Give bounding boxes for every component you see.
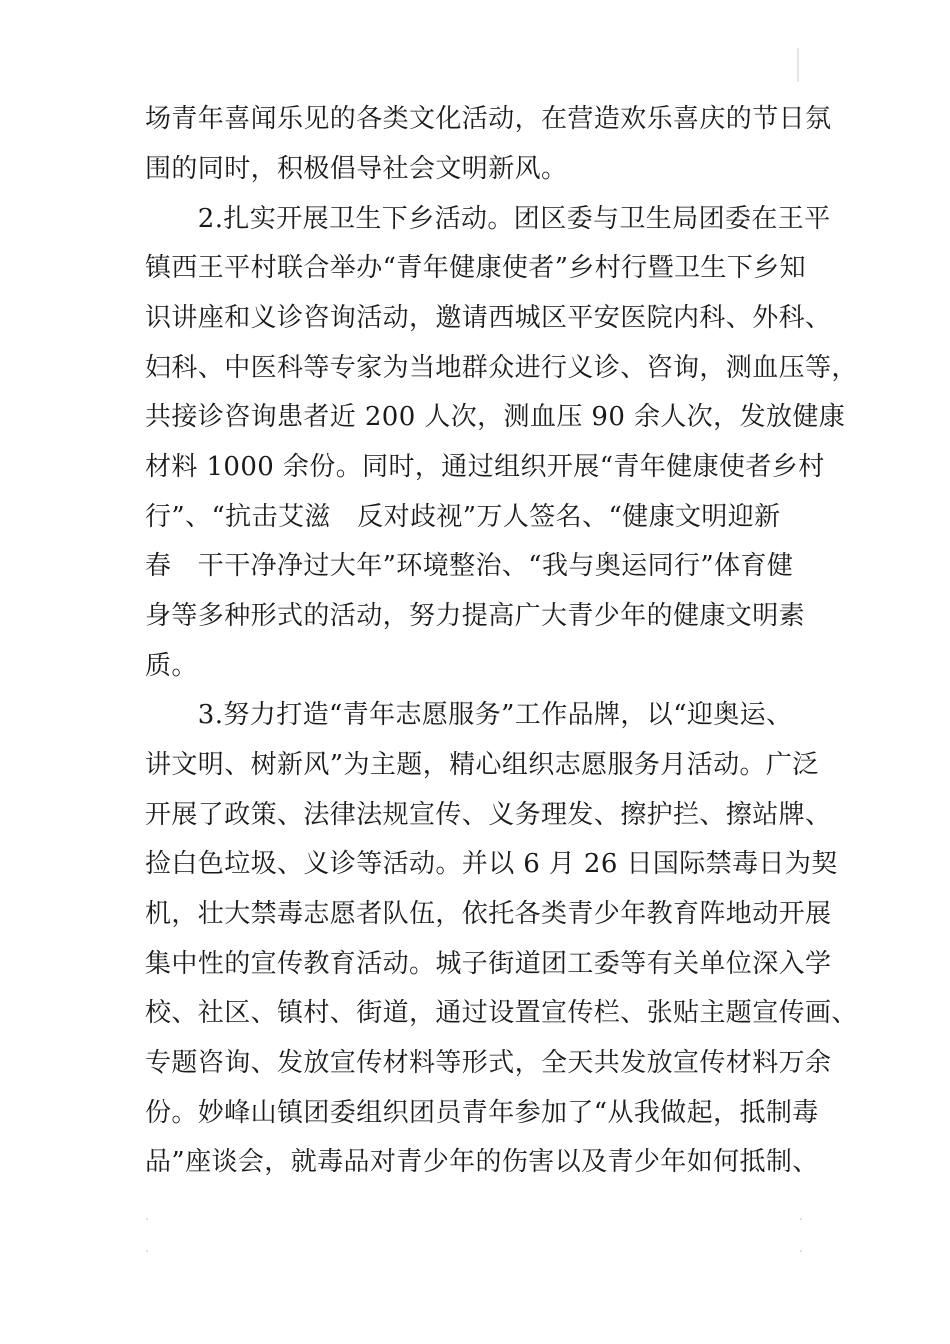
page-corner-mark-bottom-left-lower [146,1250,148,1252]
text-line: 份。妙峰山镇团委组织团员青年参加了“从我做起，抵制毒 [145,1098,819,1128]
text-line: 场青年喜闻乐见的各类文化活动，在营造欢乐喜庆的节日氛 [145,104,832,134]
text-line: 质。 [145,651,198,681]
text-line: 集中性的宣传教育活动。城子街道团工委等有关单位深入学 [145,949,832,979]
text-line: 机，壮大禁毒志愿者队伍，依托各类青少年教育阵地动开展 [145,899,832,929]
text-line: 共接诊咨询患者近 200 人次，测血压 90 余人次，发放健康 [145,402,846,432]
text-line: 围的同时，积极倡导社会文明新风。 [145,154,568,184]
text-line: 开展了政策、法律法规宣传、义务理发、擦护拦、擦站牌、 [145,800,832,830]
text-line: 镇西王平村联合举办“青年健康使者”乡村行暨卫生下乡知 [145,253,806,283]
text-line: 捡白色垃圾、义诊等活动。并以 6 月 26 日国际禁毒日为契 [145,849,838,879]
text-line: 妇科、中医科等专家为当地群众进行义诊、咨询，测血压等， [145,353,858,383]
text-line: 身等多种形式的活动，努力提高广大青少年的健康文明素 [145,601,806,631]
text-line: 材料 1000 余份。同时，通过组织开展“青年健康使者乡村 [145,452,825,482]
text-line: 行”、“抗击艾滋 反对歧视”万人签名、“健康文明迎新 [145,502,781,532]
text-line: 春 干干净净过大年”环境整治、“我与奥运同行”体育健 [145,551,794,581]
text-line: 3.努力打造“青年志愿服务”工作品牌，以“迎奥运、 [145,700,793,730]
page-corner-mark-bottom-left [146,1218,148,1220]
page-corner-mark-bottom-right [800,1218,802,1220]
text-line: 讲文明、树新风”为主题，精心组织志愿服务月活动。广泛 [145,750,819,780]
page-corner-mark-bottom-right-lower [800,1250,802,1252]
text-line: 专题咨询、发放宣传材料等形式，全天共发放宣传材料万余 [145,1048,832,1078]
page-corner-mark-top-right [797,48,799,82]
text-line: 2.扎实开展卫生下乡活动。团区委与卫生局团委在王平 [145,204,831,234]
text-line: 品”座谈会，就毒品对青少年的伤害以及青少年如何抵制、 [145,1147,819,1177]
text-line: 识讲座和义诊咨询活动，邀请西城区平安医院内科、外科、 [145,303,832,333]
text-line: 校、社区、镇村、街道，通过设置宣传栏、张贴主题宣传画、 [145,998,858,1028]
